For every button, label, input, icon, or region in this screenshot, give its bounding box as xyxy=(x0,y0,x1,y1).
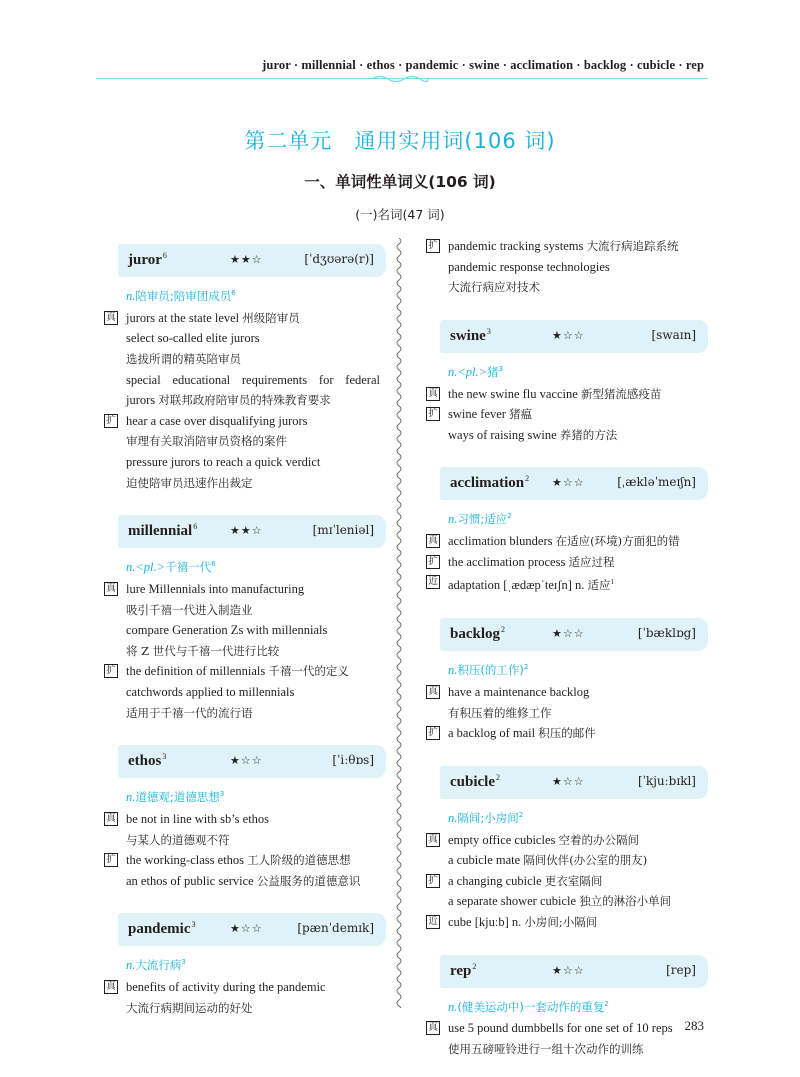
example-line xyxy=(106,977,380,998)
example-line xyxy=(106,809,380,830)
entry-backlog xyxy=(428,618,702,744)
example-en: jurors at the state level xyxy=(126,310,240,325)
example-line xyxy=(106,850,380,871)
headword-text: swine xyxy=(450,327,486,344)
example-line xyxy=(428,871,702,892)
example-line xyxy=(428,723,702,744)
plural-marker: <pl.> xyxy=(135,560,166,574)
entry-pandemic xyxy=(106,913,380,1018)
example-en: empty office cubicles xyxy=(448,832,556,847)
sense-definition xyxy=(126,955,380,973)
headword-text: millennial xyxy=(128,523,193,540)
example-cn: 小房间;小隔间 xyxy=(524,914,598,929)
example-line xyxy=(118,998,380,1019)
example-tag: 真 xyxy=(104,812,118,826)
headword-box xyxy=(440,955,702,988)
example-cn: 选拔所谓的精英陪审员 xyxy=(126,352,241,367)
sense-text: 大流行病 xyxy=(135,958,182,973)
example-line xyxy=(118,620,380,641)
unit-title: 第二单元 通用实用词(106 词) xyxy=(244,129,556,153)
example-line xyxy=(440,1039,702,1060)
frequency-count: 3 xyxy=(191,920,196,930)
example-line xyxy=(118,473,380,494)
sense-text: 积压(的工作) xyxy=(457,662,524,677)
part-of-speech: n. xyxy=(448,364,458,379)
star-rating: ★☆☆ xyxy=(552,328,585,342)
running-head: juror · millennial · ethos · pandemic · swine · acclimation · backlog · cubicle · rep xyxy=(262,58,704,72)
headword-box xyxy=(440,766,702,799)
example-en: adaptation [ˌædæpˈteɪʃn] n. xyxy=(448,578,585,593)
sense-definition xyxy=(448,997,702,1015)
example-en: acclimation blunders xyxy=(448,534,553,549)
example-tag: 扩 xyxy=(104,664,118,678)
phonetic: [ˈbæklɒg] xyxy=(637,626,696,641)
example-en: cube [kjuːb] n. xyxy=(448,914,522,929)
star-rating: ★☆☆ xyxy=(552,476,585,490)
headword-box xyxy=(440,467,702,500)
example-cn: 千禧一代的定义 xyxy=(268,664,349,679)
example-line xyxy=(106,579,380,600)
entry-cubicle xyxy=(428,766,702,933)
headword-text: backlog xyxy=(450,626,501,643)
example-en: pressure jurors to reach a quick verdict xyxy=(126,454,321,469)
headword-text: cubicle xyxy=(450,773,495,790)
phonetic: [pænˈdemɪk] xyxy=(297,921,374,936)
example-tag: 扩 xyxy=(426,407,440,421)
headword xyxy=(450,327,491,345)
example-en: a backlog of mail xyxy=(448,726,536,741)
example-cn: 对联邦政府陪审员的特殊教育要求 xyxy=(158,393,331,408)
example-cn: 更衣室隔间 xyxy=(544,873,603,888)
headword xyxy=(128,752,166,770)
example-line xyxy=(118,328,380,349)
part-of-speech: n. xyxy=(448,999,458,1014)
example-cn: 新型猪流感疫苗 xyxy=(580,386,662,401)
example-en: be not in line with sb’s ethos xyxy=(126,811,270,826)
section-title: 一、单词性单词义(106 词) xyxy=(304,173,496,191)
entry-swine xyxy=(428,320,702,446)
example-cn: 适应 xyxy=(587,578,611,593)
headword-box xyxy=(118,244,380,277)
example-tag: 真 xyxy=(426,685,440,699)
example-line xyxy=(118,830,380,851)
example-line xyxy=(118,370,380,391)
example-en: select so-called elite jurors xyxy=(126,331,260,346)
phonetic: [ˈdʒʊərə(r)] xyxy=(304,252,374,266)
example-line xyxy=(428,236,702,257)
frequency-count: 2 xyxy=(525,474,530,484)
example-cn: 隔间伙伴(办公室的朋友) xyxy=(523,853,648,868)
example-tag: 扩 xyxy=(104,853,118,867)
example-cn: 独立的淋浴小单间 xyxy=(579,894,672,909)
page-number: 283 xyxy=(684,1018,704,1033)
sense-frequency: 2 xyxy=(523,663,529,672)
example-tag: 真 xyxy=(426,833,440,847)
example-cn: 大流行病追踪系统 xyxy=(586,239,679,253)
headword xyxy=(450,962,476,980)
example-en: the new swine flu vaccine xyxy=(448,386,578,401)
example-cn: 猪瘟 xyxy=(509,407,533,422)
sense-text: 习惯;适应 xyxy=(457,512,508,527)
example-tag: 真 xyxy=(104,311,118,325)
sense-frequency: 3 xyxy=(498,364,504,373)
example-tag: 真 xyxy=(104,582,118,596)
frequency-count: 3 xyxy=(486,326,491,336)
example-tag: 扩 xyxy=(426,555,440,569)
headword xyxy=(450,625,505,643)
example-en: pandemic response technologies xyxy=(448,259,610,274)
header-ornament xyxy=(370,74,430,84)
sense-text: 隔间;小房间 xyxy=(457,810,519,825)
example-en: jurors xyxy=(126,393,156,408)
sense-text: 千禧一代 xyxy=(165,560,212,574)
example-line xyxy=(118,703,380,724)
sense-frequency: 6 xyxy=(211,560,216,569)
example-line xyxy=(106,308,380,329)
headword-text: rep xyxy=(450,962,472,979)
part-of-speech: n. xyxy=(126,560,136,574)
example-line xyxy=(118,452,380,473)
sense-text: 陪审员;陪审团成员 xyxy=(135,288,232,303)
example-en: a cubicle mate xyxy=(448,853,521,868)
sense-text: 猪 xyxy=(487,364,499,379)
example-tag: 扩 xyxy=(104,414,118,428)
phonetic: [ˌækləˈmeɪʃn] xyxy=(617,475,696,490)
part-of-speech: n. xyxy=(126,288,136,303)
example-line xyxy=(118,641,380,662)
example-tag: 真 xyxy=(104,980,118,994)
frequency-count: 2 xyxy=(496,772,500,782)
example-tag: 近 xyxy=(426,575,440,589)
sense-definition xyxy=(448,808,702,826)
sense-definition xyxy=(126,787,380,805)
headword-box xyxy=(440,618,702,651)
example-en: catchwords applied to millennials xyxy=(126,684,295,699)
example-cn: 养猪的方法 xyxy=(559,427,618,442)
sense-definition xyxy=(448,509,702,527)
example-cn: 审理有关取消陪审员资格的案件 xyxy=(126,434,287,449)
example-cn: 吸引千禧一代进入制造业 xyxy=(126,602,253,617)
example-line xyxy=(118,600,380,621)
sense-frequency: 3 xyxy=(181,958,186,967)
phonetic: [rep] xyxy=(666,962,696,977)
example-cn: 大流行病应对技术 xyxy=(448,280,540,295)
example-en: the working-class ethos xyxy=(126,853,245,868)
example-cn: 适应过程 xyxy=(568,554,615,569)
headword-box xyxy=(440,320,702,353)
example-tag: 扩 xyxy=(426,726,440,740)
headword-box xyxy=(118,745,380,778)
example-line xyxy=(118,682,380,703)
sense-frequency: 2 xyxy=(518,810,524,819)
example-en: lure Millennials into manufacturing xyxy=(126,582,305,596)
frequency-count: 2 xyxy=(501,625,506,635)
example-line xyxy=(428,531,702,552)
example-cn: 使用五磅哑铃进行一组十次动作的训练 xyxy=(448,1041,644,1056)
star-rating: ★☆☆ xyxy=(552,963,585,977)
example-en: benefits of activity during the pandemic xyxy=(126,980,326,995)
star-rating: ★★☆ xyxy=(230,253,263,266)
example-en: special educational requirements for federal xyxy=(126,372,380,387)
sense-text: (健美运动中)一套动作的重复 xyxy=(457,999,605,1014)
headword-text: juror xyxy=(128,252,162,268)
example-en: the definition of millennials xyxy=(126,664,266,679)
example-line xyxy=(440,277,702,298)
example-en: use 5 pound dumbbells for one set of 10 reps xyxy=(448,1021,673,1036)
part-of-speech: n. xyxy=(126,789,136,804)
example-en: a changing cubicle xyxy=(448,873,542,888)
example-line xyxy=(428,682,702,703)
right-column xyxy=(428,236,702,1060)
example-cn: 公益服务的道德意识 xyxy=(256,873,361,888)
entry-millennial xyxy=(106,515,380,723)
example-cn: 将 Z 世代与千禧一代进行比较 xyxy=(126,643,280,658)
entry-acclimation xyxy=(428,467,702,596)
example-en: ways of raising swine xyxy=(448,427,557,442)
example-en: pandemic tracking systems xyxy=(448,239,584,253)
example-en: compare Generation Zs with millennials xyxy=(126,623,328,638)
headword xyxy=(128,522,197,540)
part-of-speech: n. xyxy=(448,512,458,527)
headword xyxy=(128,251,167,269)
entry-juror xyxy=(106,244,380,493)
star-rating: ★☆☆ xyxy=(230,922,263,936)
frequency-count: 6 xyxy=(193,522,198,532)
example-tag: 扩 xyxy=(426,874,440,888)
phonetic: [swaɪn] xyxy=(651,327,696,342)
example-en: swine fever xyxy=(448,407,506,422)
example-cn: 工人阶级的道德思想 xyxy=(247,853,351,868)
left-column xyxy=(106,244,380,1018)
example-tag: 近 xyxy=(426,915,440,929)
sense-definition xyxy=(448,660,702,678)
example-en: a separate shower cubicle xyxy=(448,894,577,909)
sense-text: 道德观;道德思想 xyxy=(135,789,220,804)
example-line xyxy=(440,257,702,278)
sense-definition xyxy=(126,286,380,304)
example-tag: 真 xyxy=(426,1021,440,1035)
sense-definition xyxy=(448,362,702,380)
example-line xyxy=(428,404,702,425)
example-line xyxy=(428,912,702,933)
headword-text: ethos xyxy=(128,753,162,770)
headword-box xyxy=(118,515,380,548)
example-line xyxy=(440,703,702,724)
headword xyxy=(450,474,529,492)
headword-text: acclimation xyxy=(450,475,525,492)
star-rating: ★☆☆ xyxy=(230,754,263,768)
example-en: the acclimation process xyxy=(448,554,566,569)
part-of-speech: n. xyxy=(448,810,458,825)
example-en: hear a case over disqualifying jurors xyxy=(126,413,308,428)
column-divider xyxy=(393,238,405,1008)
headword xyxy=(128,920,196,938)
example-line xyxy=(440,891,702,912)
headword-box xyxy=(118,913,380,946)
entry-pandemic-continued xyxy=(428,236,702,298)
sense-frequency: 2 xyxy=(604,999,609,1008)
example-line xyxy=(106,661,380,682)
entry-ethos xyxy=(106,745,380,891)
example-frequency: 1 xyxy=(610,578,615,587)
star-rating: ★★☆ xyxy=(230,524,263,538)
example-en: an ethos of public service xyxy=(126,873,254,888)
phonetic: [ˈiːθɒs] xyxy=(332,753,374,768)
example-cn: 与某人的道德观不符 xyxy=(126,832,230,847)
sense-frequency: 3 xyxy=(219,790,225,799)
example-line xyxy=(428,830,702,851)
example-line xyxy=(440,850,702,871)
example-line xyxy=(428,572,702,596)
example-cn: 州级陪审员 xyxy=(242,310,300,325)
frequency-count: 6 xyxy=(162,251,167,260)
example-line xyxy=(428,384,702,405)
example-cn: 大流行病期间运动的好处 xyxy=(126,1000,253,1015)
sense-definition xyxy=(126,557,380,575)
example-cn: 迫使陪审员迅速作出裁定 xyxy=(126,475,253,490)
example-tag: 真 xyxy=(426,534,440,548)
example-cn: 适用于千禧一代的流行语 xyxy=(126,705,253,720)
example-line xyxy=(118,431,380,452)
example-line xyxy=(118,390,380,411)
star-rating: ★☆☆ xyxy=(552,774,585,788)
phonetic: [mɪˈleniəl] xyxy=(312,523,374,538)
example-line xyxy=(428,1018,702,1039)
frequency-count: 3 xyxy=(162,752,167,762)
example-line xyxy=(118,349,380,370)
sense-frequency: 2 xyxy=(507,512,512,521)
example-cn: 有积压着的维修工作 xyxy=(448,705,552,720)
part-of-speech: n. xyxy=(126,958,136,973)
frequency-count: 2 xyxy=(472,961,477,971)
example-cn: 在适应(环境)方面犯的错 xyxy=(555,534,680,549)
part-of-speech: n. xyxy=(448,662,458,677)
phonetic: [ˈkjuːbɪkl] xyxy=(637,773,696,788)
headword xyxy=(450,773,500,791)
example-line xyxy=(428,552,702,573)
example-cn: 空着的办公隔间 xyxy=(558,832,639,847)
example-tag: 扩 xyxy=(426,239,440,253)
star-rating: ★☆☆ xyxy=(552,627,585,641)
example-tag: 真 xyxy=(426,387,440,401)
entry-rep xyxy=(428,955,702,1060)
plural-marker: <pl.> xyxy=(457,364,488,379)
example-line xyxy=(440,425,702,446)
subsection-title: (一)名词(47 词) xyxy=(355,207,445,222)
example-en: have a maintenance backlog xyxy=(448,684,590,699)
sense-frequency: 6 xyxy=(231,289,236,297)
headword-text: pandemic xyxy=(128,921,191,938)
example-line xyxy=(106,411,380,432)
example-line xyxy=(118,871,380,892)
example-cn: 积压的邮件 xyxy=(538,726,596,741)
